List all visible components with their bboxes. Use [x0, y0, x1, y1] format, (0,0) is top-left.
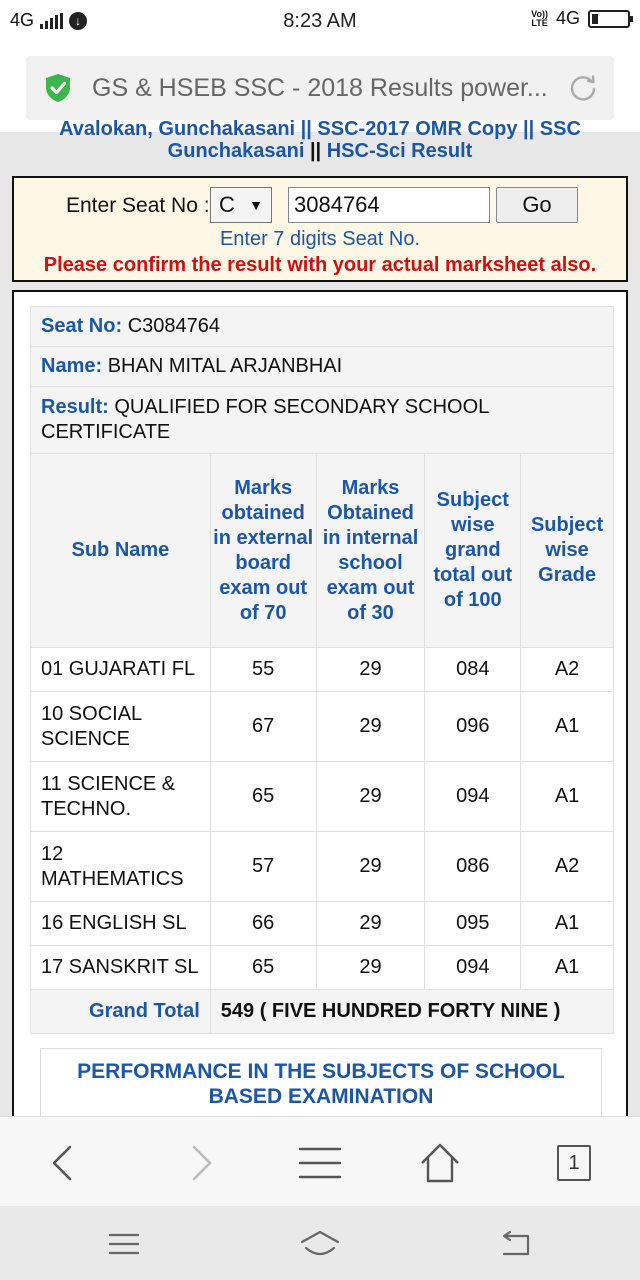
- volte-line2: LTE: [531, 17, 548, 28]
- subject-grade: A1: [521, 762, 614, 832]
- result-label: Result:: [41, 396, 109, 418]
- table-row: [31, 946, 614, 990]
- subject-grade: A2: [521, 832, 614, 902]
- go-button[interactable]: Go: [496, 187, 578, 223]
- external-marks: 57: [210, 832, 316, 902]
- name-row: [31, 347, 614, 387]
- subject-name: 17 SANSKRIT SL: [31, 946, 211, 990]
- subject-name: 10 SOCIAL SCIENCE: [31, 692, 211, 762]
- table-header: [31, 454, 614, 648]
- seat-row: [31, 307, 614, 347]
- table-row: [31, 648, 614, 692]
- tabs-button[interactable]: [550, 1139, 598, 1187]
- subject-name: 12 MATHEMATICS: [31, 832, 211, 902]
- subject-grade: A1: [521, 692, 614, 762]
- status-right: [531, 8, 630, 29]
- header-external-marks: Marks obtained in external board exam out of 70: [210, 454, 316, 648]
- internal-marks: 29: [316, 946, 425, 990]
- home-icon[interactable]: [416, 1139, 464, 1187]
- shield-check-icon: [42, 72, 74, 104]
- dropdown-arrow-icon: ▼: [249, 197, 263, 213]
- series-select[interactable]: [210, 187, 272, 223]
- seat-label: Enter Seat No :: [66, 194, 210, 217]
- internal-marks: 29: [316, 692, 425, 762]
- seat-no-value: C3084764: [127, 315, 220, 337]
- internal-marks: 29: [316, 648, 425, 692]
- nav-links-row2: [0, 140, 640, 163]
- result-table: [30, 306, 614, 1034]
- status-bar: [0, 0, 640, 44]
- name-label: Name:: [41, 355, 103, 377]
- menu-icon[interactable]: [296, 1139, 344, 1187]
- result-row: [31, 387, 614, 454]
- browser-toolbar: [0, 1116, 640, 1206]
- subject-name: 01 GUJARATI FL: [31, 648, 211, 692]
- seat-number-input[interactable]: 3084764: [288, 187, 490, 223]
- forward-icon[interactable]: [176, 1139, 224, 1187]
- result-value: QUALIFIED FOR SECONDARY SCHOOL CERTIFICATE: [41, 396, 489, 443]
- external-marks: 65: [210, 946, 316, 990]
- network-type: 4G: [10, 10, 35, 30]
- link-gunchakasani[interactable]: Gunchakasani: [167, 140, 305, 162]
- subject-grade: A2: [521, 648, 614, 692]
- tab-count: 1: [557, 1145, 591, 1181]
- grand-total-value: 549 ( FIVE HUNDRED FORTY NINE ): [210, 990, 613, 1034]
- table-row: [31, 902, 614, 946]
- warning-text: Please confirm the result with your actual marksheet also.: [43, 254, 597, 276]
- internal-marks: 29: [316, 762, 425, 832]
- subject-total: 084: [425, 648, 521, 692]
- header-grand-total: Subject wise grand total out of 100: [425, 454, 521, 648]
- link-separator: ||: [309, 140, 322, 162]
- nav-links-row1[interactable]: Avalokan, Gunchakasani || SSC-2017 OMR Copy || SSC: [59, 118, 581, 140]
- status-time: 8:23 AM: [283, 10, 357, 32]
- table-row: [31, 692, 614, 762]
- link-hsc-sci-result[interactable]: HSC-Sci Result: [326, 140, 473, 162]
- subject-total: 086: [425, 832, 521, 902]
- subject-name: 16 ENGLISH SL: [31, 902, 211, 946]
- volte-line1: Vo)): [531, 8, 548, 19]
- back-nav-icon[interactable]: [494, 1224, 538, 1264]
- network-type-right: 4G: [555, 8, 580, 28]
- subject-grade: A1: [521, 946, 614, 990]
- series-value: C: [219, 192, 235, 217]
- internal-marks: 29: [316, 902, 425, 946]
- recents-icon[interactable]: [102, 1224, 146, 1264]
- subject-total: 094: [425, 762, 521, 832]
- table-row: [31, 832, 614, 902]
- address-bar[interactable]: [26, 56, 614, 120]
- reload-icon[interactable]: [568, 73, 598, 103]
- seat-hint: Enter 7 digits Seat No.: [219, 228, 421, 250]
- external-marks: 55: [210, 648, 316, 692]
- home-nav-icon[interactable]: [298, 1224, 342, 1264]
- subject-total: 094: [425, 946, 521, 990]
- name-value: BHAN MITAL ARJANBHAI: [107, 355, 343, 377]
- page-title: GS & HSEB SSC - 2018 Results power...: [92, 74, 548, 102]
- performance-title: PERFORMANCE IN THE SUBJECTS OF SCHOOL BASED EXAMINATION: [77, 1060, 565, 1108]
- volte-icon: [531, 10, 548, 28]
- system-nav-bar: [0, 1206, 640, 1280]
- subject-grade: A1: [521, 902, 614, 946]
- seat-no-label: Seat No:: [41, 315, 123, 337]
- battery-icon: [588, 10, 630, 28]
- table-row: [31, 762, 614, 832]
- subject-total: 095: [425, 902, 521, 946]
- subject-total: 096: [425, 692, 521, 762]
- grand-total-label: Grand Total: [31, 990, 211, 1034]
- header-internal-marks: Marks Obtained in internal school exam out of 30: [316, 454, 425, 648]
- external-marks: 67: [210, 692, 316, 762]
- external-marks: 65: [210, 762, 316, 832]
- download-icon: ↓: [69, 12, 87, 30]
- subject-name: 11 SCIENCE & TECHNO.: [31, 762, 211, 832]
- back-icon[interactable]: [40, 1139, 88, 1187]
- web-page: [0, 118, 640, 1116]
- header-sub-name: Sub Name: [31, 454, 211, 648]
- header-grade: Subject wise Grade: [521, 454, 614, 648]
- grand-total-row: [31, 990, 614, 1034]
- result-box: [12, 290, 628, 1130]
- seat-search-form: [12, 176, 628, 282]
- external-marks: 66: [210, 902, 316, 946]
- internal-marks: 29: [316, 832, 425, 902]
